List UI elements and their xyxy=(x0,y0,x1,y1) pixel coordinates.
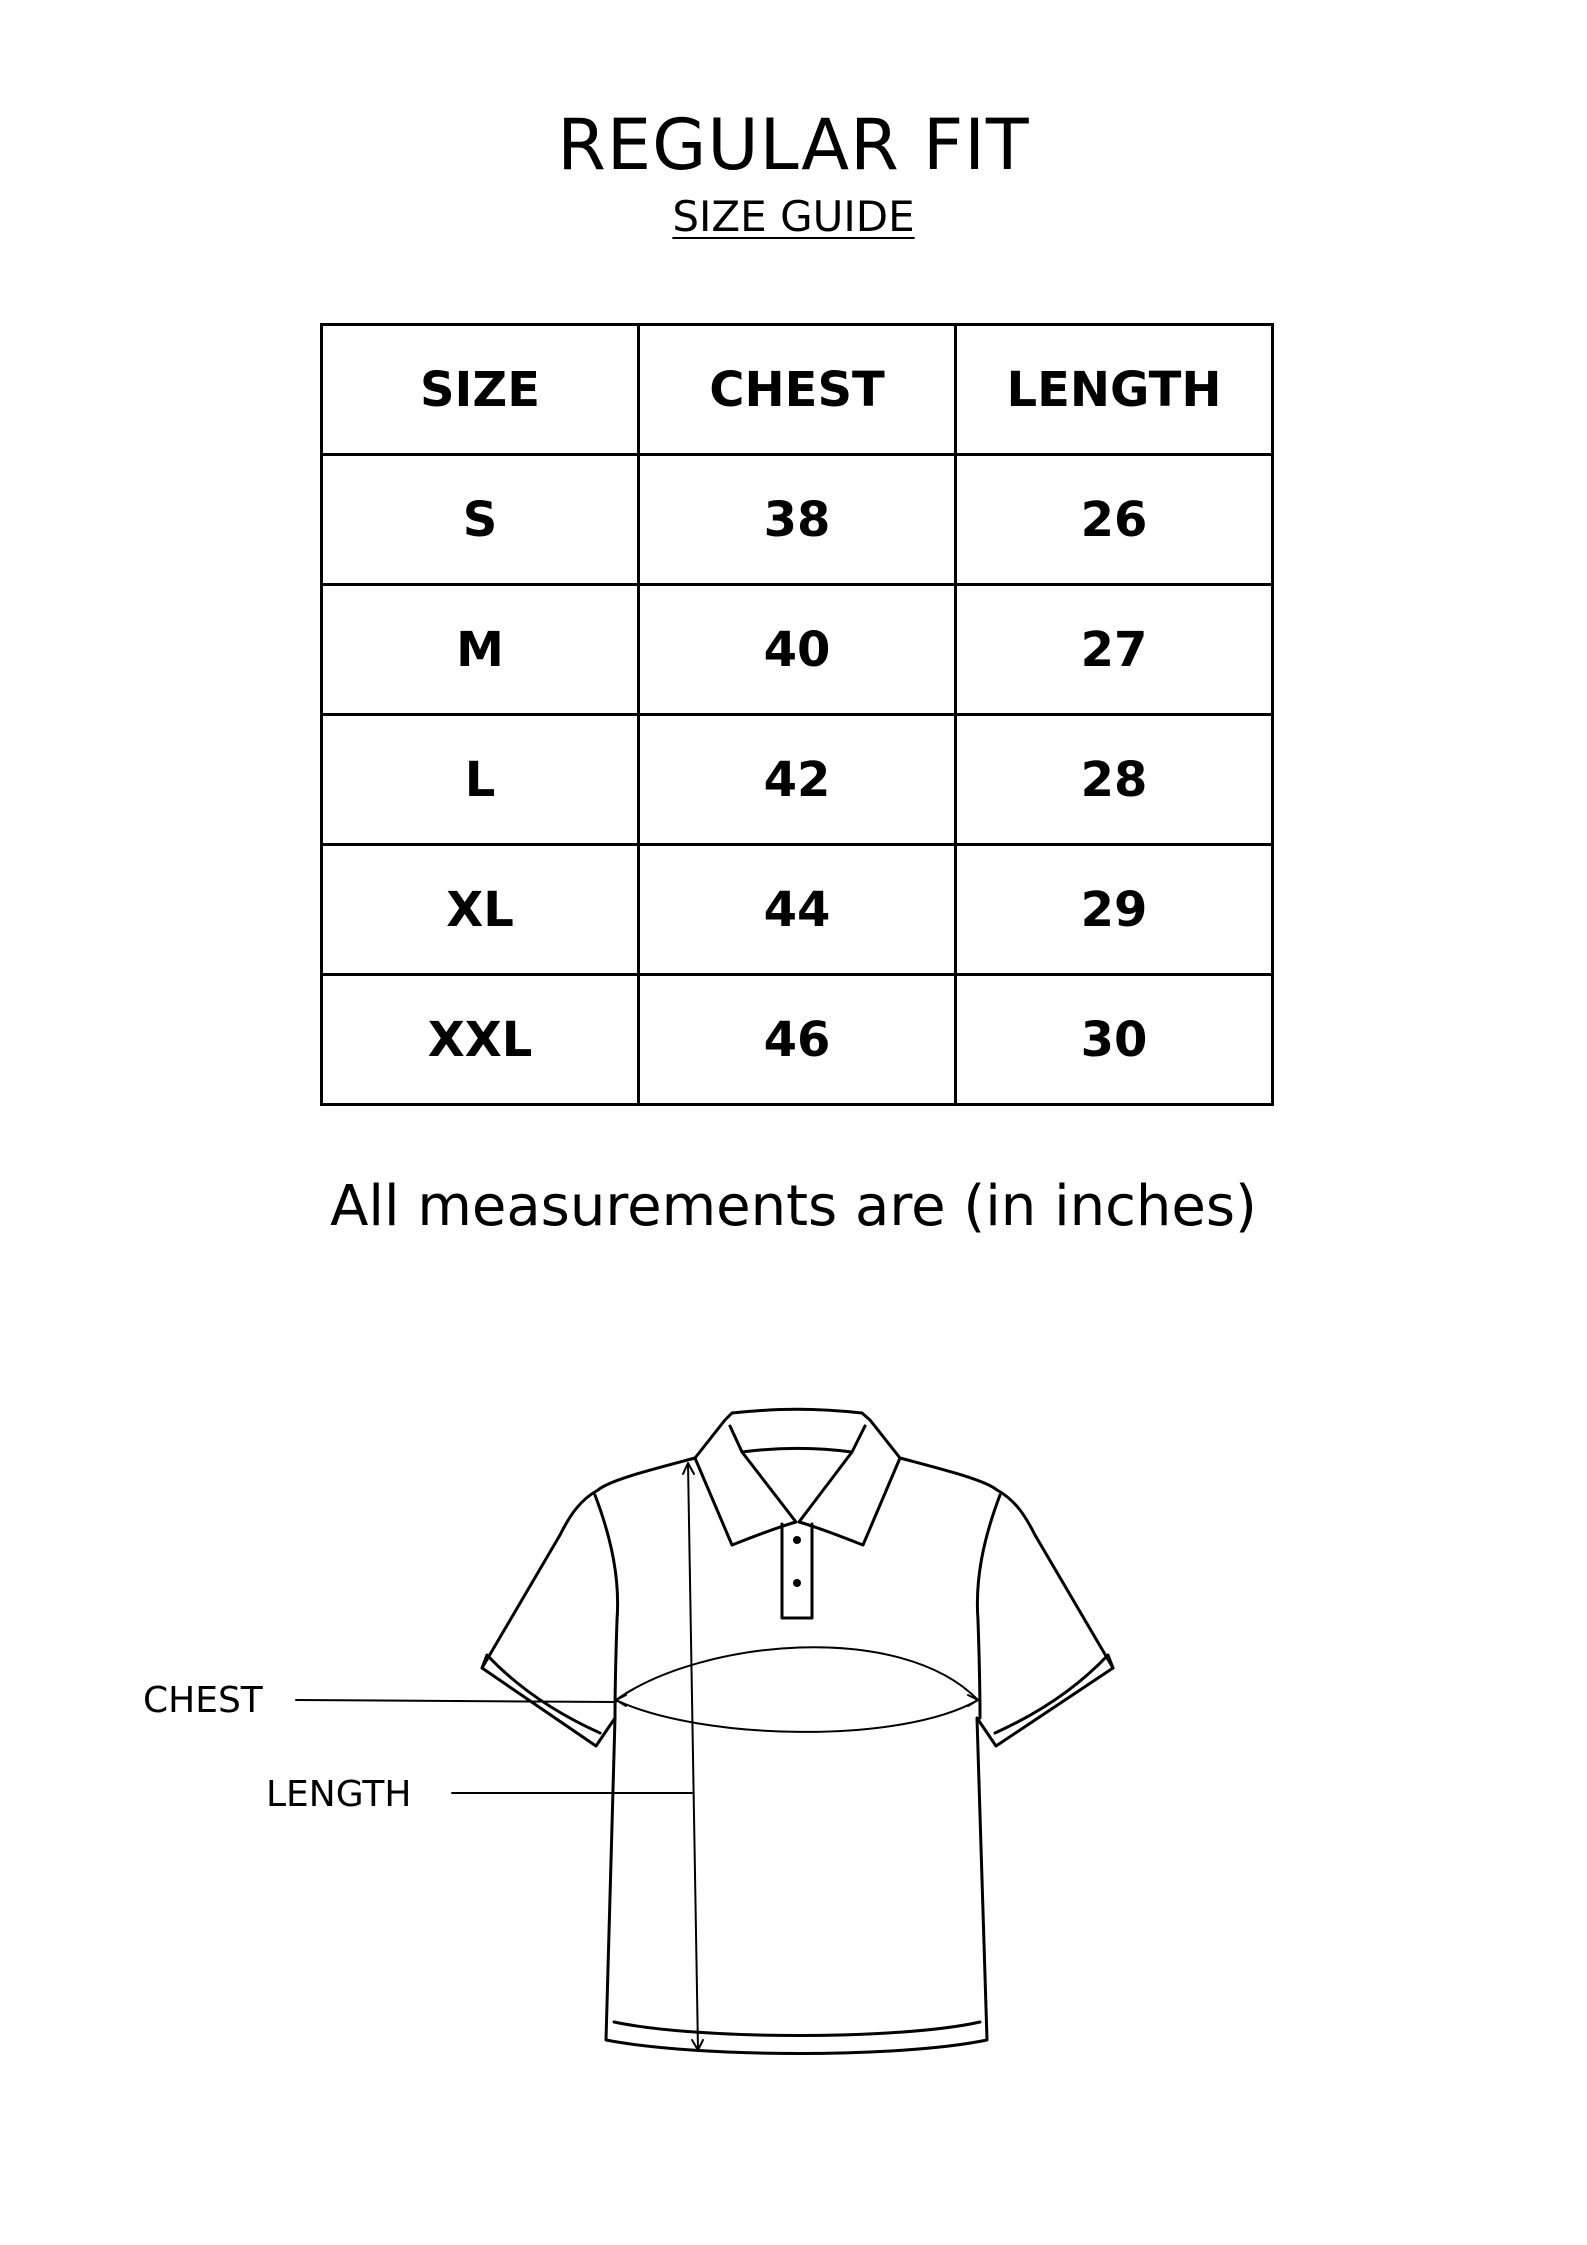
cell-length: 30 xyxy=(956,975,1273,1105)
cell-length: 28 xyxy=(956,715,1273,845)
cell-length: 27 xyxy=(956,585,1273,715)
collar-back xyxy=(695,1409,900,1458)
column-header-size: SIZE xyxy=(322,325,639,455)
right-sleeve-hem xyxy=(995,1655,1113,1733)
cell-chest: 46 xyxy=(639,975,956,1105)
cell-size: XXL xyxy=(322,975,639,1105)
cell-length: 29 xyxy=(956,845,1273,975)
column-header-chest: CHEST xyxy=(639,325,956,455)
cell-size: M xyxy=(322,585,639,715)
right-armhole-seam xyxy=(977,1495,1000,1718)
chest-label: CHEST xyxy=(143,1680,263,1721)
button-top xyxy=(793,1536,801,1544)
chest-arrow-left-icon xyxy=(616,1695,626,1706)
left-sleeve-hem xyxy=(482,1655,600,1733)
chest-measure-lower xyxy=(616,1700,978,1732)
collar-band xyxy=(742,1448,852,1452)
chest-measure-upper xyxy=(616,1647,978,1700)
shirt-body-outline xyxy=(482,1458,1113,2054)
button-bottom xyxy=(793,1579,801,1587)
bottom-hem-stitch xyxy=(614,2022,980,2036)
cell-size: S xyxy=(322,455,639,585)
length-measure-line xyxy=(688,1463,698,2050)
left-armhole-seam xyxy=(595,1495,618,1718)
page-title: REGULAR FIT xyxy=(557,104,1030,186)
cell-chest: 40 xyxy=(639,585,956,715)
cell-chest: 42 xyxy=(639,715,956,845)
column-header-length: LENGTH xyxy=(956,325,1273,455)
cell-length: 26 xyxy=(956,455,1273,585)
cell-chest: 44 xyxy=(639,845,956,975)
length-label: LENGTH xyxy=(266,1774,412,1815)
cell-size: L xyxy=(322,715,639,845)
cell-size: XL xyxy=(322,845,639,975)
chest-arrow-right-icon xyxy=(968,1695,978,1706)
measurement-note: All measurements are (in inches) xyxy=(330,1174,1257,1239)
collar-right-flap xyxy=(799,1426,900,1545)
chest-leader-line xyxy=(296,1700,616,1702)
cell-chest: 38 xyxy=(639,455,956,585)
subtitle-text: SIZE GUIDE xyxy=(672,192,915,241)
